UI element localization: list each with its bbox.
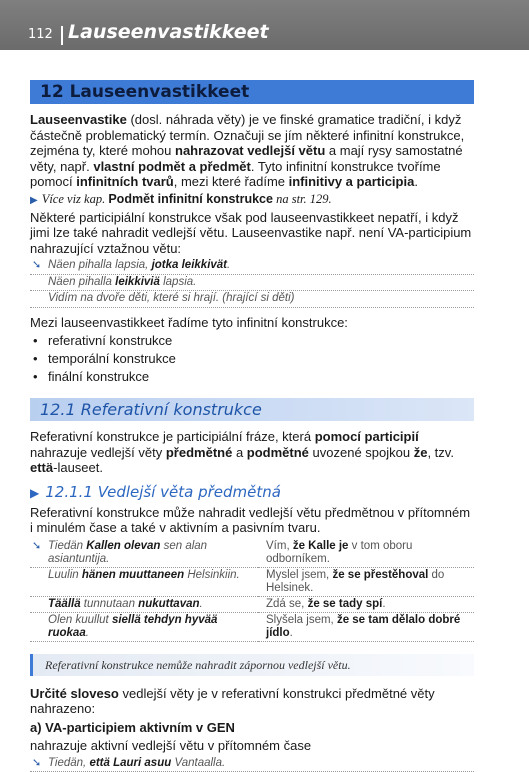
list-item: • referativní konstrukce	[30, 332, 474, 350]
list-item: • finální konstrukce	[30, 368, 474, 386]
finnish-example: ➘ Tiedän Kallen olevan sen alan asiantuntija.	[30, 539, 258, 568]
example-arrow-icon: ➘	[32, 259, 41, 273]
bullet-icon: •	[33, 368, 38, 386]
finnish-example: Olen kuullut siellä tehdyn hyvää ruokaa.	[30, 612, 258, 641]
item-a-heading: a) VA-participiem aktivním v GEN	[30, 720, 474, 736]
table-row	[30, 596, 474, 612]
reference-text: Více viz kap. Podmět infinitní konstrukce na str. 129.	[42, 192, 332, 206]
subsection-heading: ▶ 12.1.1 Vedlejší věta předmětná	[30, 483, 474, 502]
final-paragraph: Určité sloveso vedlejší věty je v referativní konstrukci předmětné věty nahrazeno:	[30, 686, 474, 717]
table-row	[30, 539, 474, 568]
triangle-icon: ▶	[30, 486, 39, 500]
czech-translation: Vím, že Kalle je v tom oboru odborníkem.	[258, 539, 474, 568]
example-arrow-icon: ➘	[32, 757, 41, 771]
paragraph-list-intro: Mezi lauseenvastikkeet řadíme tyto infinitní konstrukce:	[30, 315, 474, 331]
bullet-icon: •	[33, 332, 38, 350]
table-row	[30, 567, 474, 596]
chapter-heading: 12 Lauseenvastikkeet	[30, 80, 474, 104]
page-number: 112	[28, 27, 53, 42]
construction-list	[30, 332, 474, 386]
subsection-paragraph: Referativní konstrukce může nahradit vedlejší větu předmětnou v přítomném i minulém čase a také v aktivním a pasivním tvaru.	[30, 505, 474, 536]
intro-paragraph: Lauseenvastike (dosl. náhrada věty) je ve finské gramatice tradiční, i když částečně problematický termín. Označuji se jím některé infinitní konstrukce, zejména ty, které mohou nahrazovat vedlejší větu a mají rysy samostatné věty, např. vlastní podmět a předmět. Tyto infinitní konstrukce tvoříme pomocí infinitních tvarů, mezi které řadíme infinitivy a participia.	[30, 112, 474, 190]
header-divider	[61, 26, 63, 45]
running-title: Lauseenvastikkeet	[68, 21, 269, 43]
finnish-example: Täällä tunnutaan nukuttavan.	[30, 596, 258, 612]
reference-arrow-icon: ▶	[30, 195, 38, 206]
cross-reference	[30, 192, 474, 208]
page-header	[0, 0, 529, 50]
example-table	[30, 539, 474, 642]
czech-translation: Zdá se, že se tady spí.	[258, 596, 474, 612]
example-line	[30, 291, 474, 308]
example-text: Vidím na dvoře děti, které si hrají. (hrající si děti)	[48, 292, 295, 304]
example-line	[30, 275, 474, 292]
paragraph-participles: Některé participiální konstrukce však pod lauseenvastikkeet nepatří, i když jimi lze také nahradit vedlejší větu. Lauseenvastike např. není VA-participium nahrazující vztažnou větu:	[30, 210, 474, 257]
example-list	[30, 258, 474, 308]
example-text: Tiedän, että Lauri asuu Vantaalla.	[48, 757, 225, 769]
item-a-description: nahrazuje aktivní vedlejší větu v přítomném čase	[30, 738, 474, 754]
table-row	[30, 612, 474, 641]
czech-translation: Slyšela jsem, že se tam dělalo dobré jídlo.	[258, 612, 474, 641]
bullet-icon: •	[33, 350, 38, 368]
section-heading: 12.1 Referativní konstrukce	[30, 398, 474, 421]
czech-translation: Myslel jsem, že se přestěhoval do Helsinek.	[258, 567, 474, 596]
example-text: Näen pihalla lapsia, jotka leikkivät.	[48, 259, 230, 271]
page-content	[30, 80, 474, 772]
example-text: Näen pihalla leikkiviä lapsia.	[48, 276, 196, 288]
example-line	[30, 756, 474, 772]
example-arrow-icon: ➘	[32, 540, 41, 553]
list-item: • temporální konstrukce	[30, 350, 474, 368]
example-line	[30, 258, 474, 275]
referative-paragraph: Referativní konstrukce je participiální fráze, která pomocí participií nahrazuje vedlejší věty předmětné a podmětné uvozené spojkou že, tzv. että-lauseet.	[30, 429, 474, 476]
finnish-example: Luulin hänen muuttaneen Helsinkiin.	[30, 567, 258, 596]
note-box: Referativní konstrukce nemůže nahradit zápornou vedlejší větu.	[30, 654, 474, 676]
